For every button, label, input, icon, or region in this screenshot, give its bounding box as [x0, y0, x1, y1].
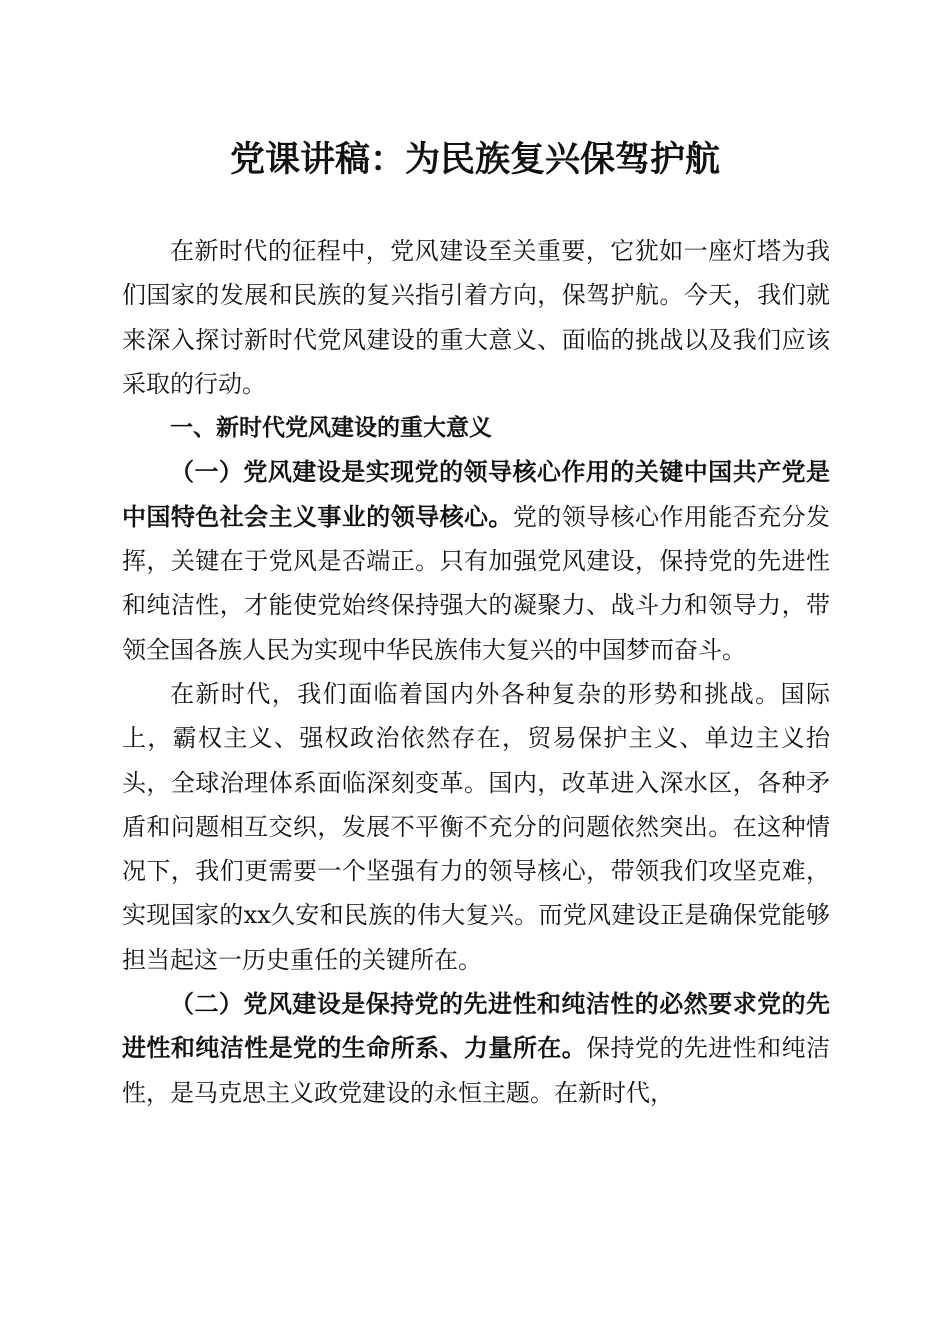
- subsection-2-lead: （二）党风建设是保持党的先进性和纯洁性的必然要求党的先进性和纯洁性是党的生命所系、力量所在。: [122, 989, 830, 1063]
- subsection-1-paragraph: [122, 450, 830, 671]
- subsection-2-paragraph: [122, 982, 830, 1115]
- section-heading-1: 一、新时代党风建设的重大意义: [170, 415, 492, 442]
- subsection-1-lead: （一）党风建设是实现党的领导核心作用的关键中国共产党是中国特色社会主义事业的领导核心。: [122, 457, 830, 531]
- intro-paragraph: 在新时代的征程中，党风建设至关重要，它犹如一座灯塔为我们国家的发展和民族的复兴指引着方向，保驾护航。今天，我们就来深入探讨新时代党风建设的重大意义、面临的挑战以及我们应该采取的行动。: [122, 237, 830, 398]
- document-title: 党课讲稿：为民族复兴保驾护航: [229, 140, 720, 180]
- new-era-paragraph: 在新时代，我们面临着国内外各种复杂的形势和挑战。国际上，霸权主义、强权政治依然存在，贸易保护主义、单边主义抬头，全球治理体系面临深刻变革。国内，改革进入深水区，各种矛盾和问题相互交织，发展不平衡不充分的问题依然突出。在这种情况下，我们更需要一个坚强有力的领导核心，带领我们攻坚克难，实现国家的xx久安和民族的伟大复兴。而党风建设正是确保党能够担当起这一历史重任的关键所在。: [122, 679, 830, 974]
- subsection-1-text: 党的领导核心作用能否充分发挥，关键在于党风是否端正。只有加强党风建设，保持党的先进性和纯洁性，才能使党始终保持强大的凝聚力、战斗力和领导力，带领全国各族人民为实现中华民族伟大复兴的中国梦而奋斗。: [122, 502, 831, 664]
- document-body: [122, 229, 830, 1115]
- subsection-2-text: 保持党的先进性和纯洁性，是马克思主义政党建设的永恒主题。在新时代，: [122, 1034, 831, 1107]
